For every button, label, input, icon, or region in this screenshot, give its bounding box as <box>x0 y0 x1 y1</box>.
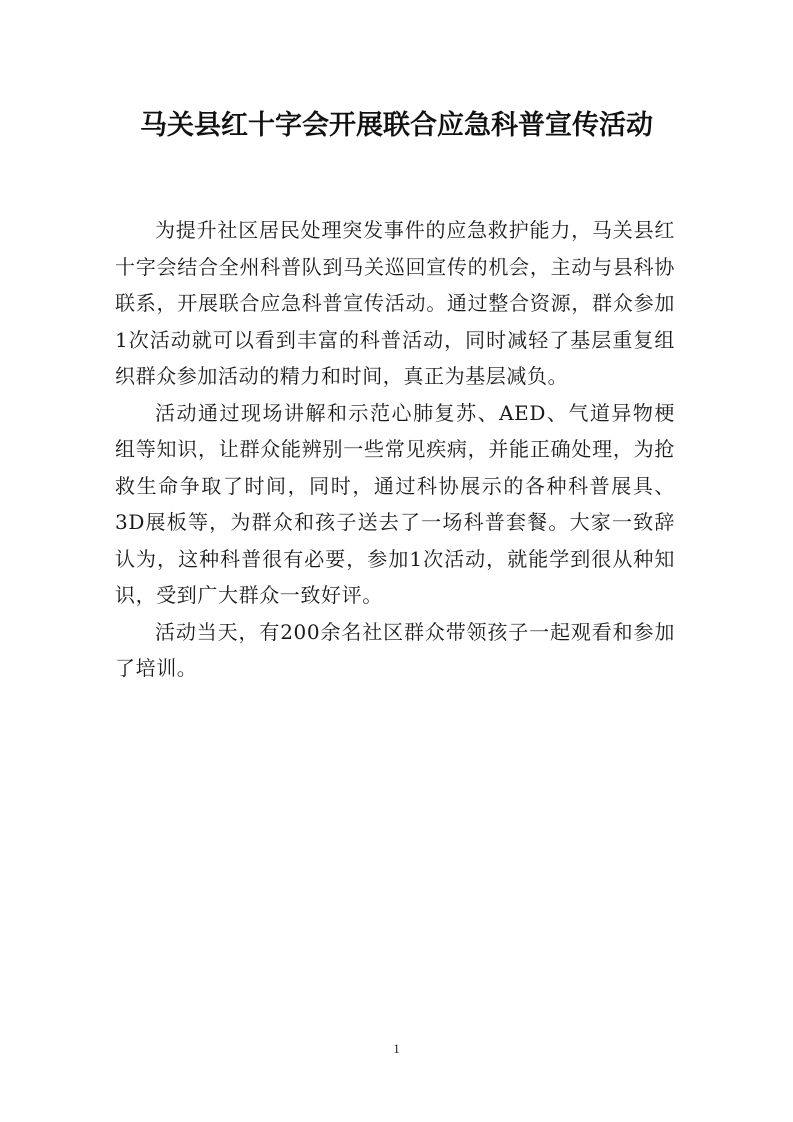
document-body <box>115 212 675 687</box>
page-number: 1 <box>393 1041 400 1056</box>
document-title: 马关县红十字会开展联合应急科普宣传活动 <box>140 110 653 141</box>
paragraph-2: 活动通过现场讲解和示范心肺复苏、AED、气道异物梗组等知识，让群众能辨别一些常见疾病，并能正确处理，为抢救生命争取了时间，同时，通过科协展示的各种科普展具、3D展板等，为群众和孩子送去了一场科普套餐。大家一致辞认为，这种科普很有必要，参加1次活动，就能学到很从种知识，受到广大群众一致好评。 <box>115 400 675 607</box>
paragraph-3: 活动当天，有200余名社区群众带领孩子一起观看和参加了培训。 <box>115 619 675 680</box>
paragraph-1: 为提升社区居民处理突发事件的应急救护能力，马关县红十字会结合全州科普队到马关巡回宣传的机会，主动与县科协联系，开展联合应急科普宣传活动。通过整合资源，群众参加1次活动就可以看到丰富的科普活动，同时减轻了基层重复组织群众参加活动的精力和时间，真正为基层减负。 <box>115 218 675 388</box>
